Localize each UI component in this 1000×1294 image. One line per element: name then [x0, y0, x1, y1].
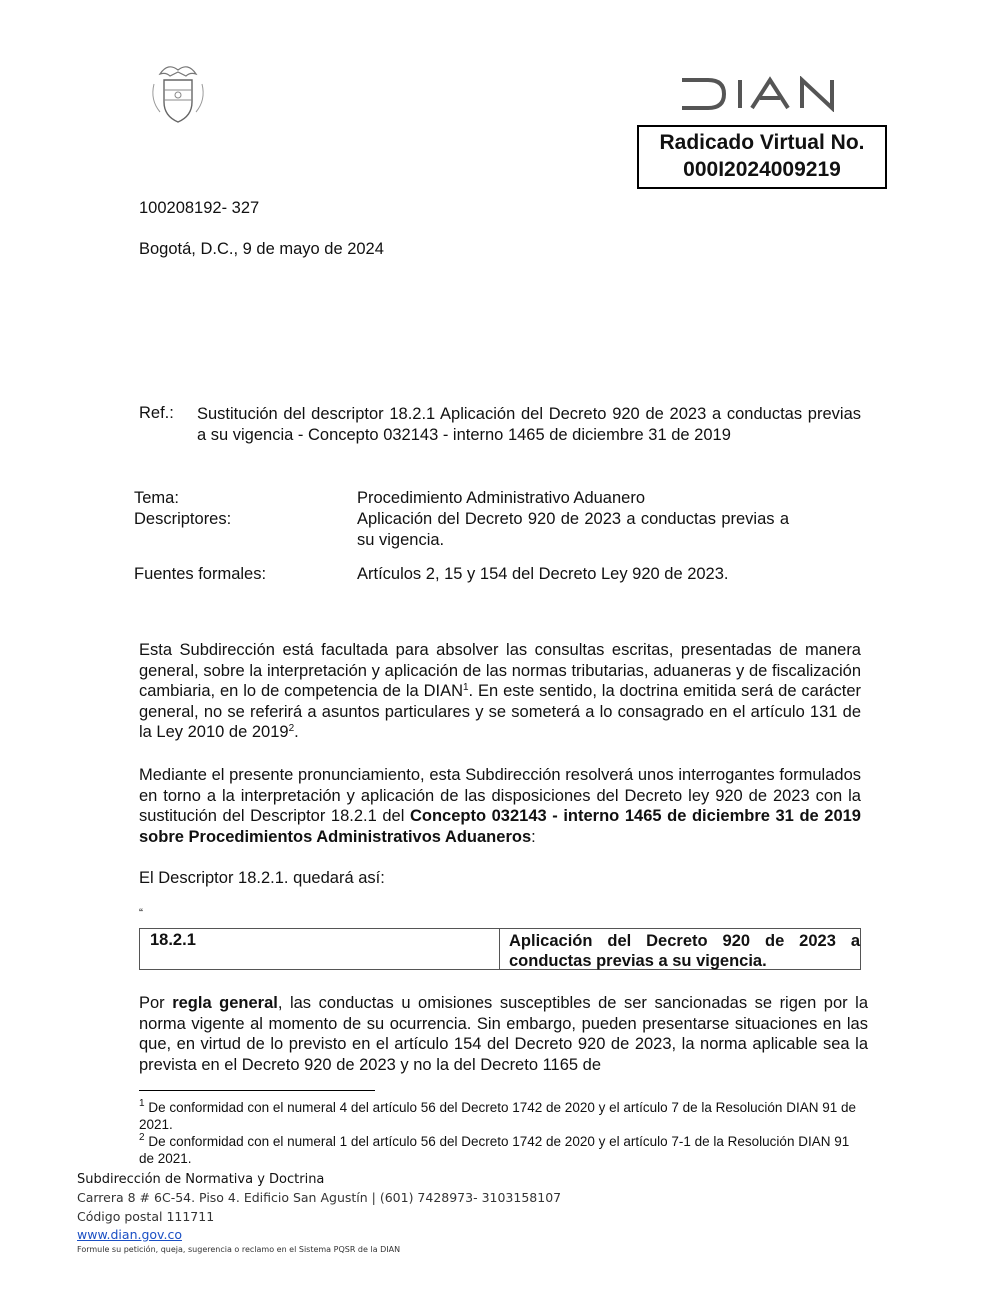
- p4-bold: regla general: [172, 994, 278, 1012]
- footnote-1: [139, 1099, 861, 1133]
- fuentes-value: Artículos 2, 15 y 154 del Decreto Ley 920 de 2023.: [357, 565, 729, 583]
- descriptor-intro: El Descriptor 18.2.1. quedará así:: [139, 869, 385, 887]
- opening-quote: “: [139, 906, 143, 920]
- footer-address: Carrera 8 # 6C-54. Piso 4. Edificio San Agustín | (601) 7428973- 3103158107: [77, 1190, 562, 1205]
- colombia-coat-of-arms-icon: [146, 60, 210, 126]
- descriptores-value: Aplicación del Decreto 920 de 2023 a conductas previas a su vigencia.: [357, 510, 789, 549]
- footnote-2: [139, 1133, 861, 1167]
- tema-label: Tema:: [134, 489, 179, 507]
- tema-value: Procedimiento Administrativo Aduanero: [357, 489, 645, 507]
- p4-text-b: , las conductas u omisiones susceptibles de ser sancionadas se rigen por la norma vigente al momento de su ocurrencia. Sin embargo, pueden presentarse situaciones en las que, en virtud de lo previsto en el artículo 154 del Decreto 920 de 2023, la norma aplicable sea la prevista en el Decreto 920 de 2023 y no la del Decreto 1165 de: [139, 994, 868, 1074]
- fuentes-label: Fuentes formales:: [134, 565, 267, 583]
- descriptor-title: Aplicación del Decreto 920 de 2023 a conductas previas a su vigencia.: [509, 932, 860, 970]
- footnote-2-text: De conformidad con el numeral 1 del artículo 56 del Decreto 1742 de 2020 y el artículo 7-1 de la Resolución DIAN 91 de 2021.: [139, 1134, 850, 1166]
- p1-text-c: .: [294, 723, 299, 741]
- footnote-2-mark: 2: [139, 1132, 145, 1143]
- descriptores-label: Descriptores:: [134, 510, 232, 528]
- ref-label: Ref.:: [139, 404, 174, 422]
- footnote-separator: [139, 1090, 375, 1091]
- footnote-1-text: De conformidad con el numeral 4 del artículo 56 del Decreto 1742 de 2020 y el artículo 7 de la Resolución DIAN 91 de 2021.: [139, 1100, 856, 1132]
- footnote-1-mark: 1: [139, 1098, 145, 1109]
- p2-text-a: Mediante el presente pronunciamiento, esta Subdirección resolverá unos interrogantes formulados en torno a la interpretación y aplicación de las disposiciones del Decreto ley 920 de 2023 con la sustitución del Descriptor 18.2.1 del: [139, 766, 861, 825]
- ref-text: Sustitución del descriptor 18.2.1 Aplicación del Decreto 920 de 2023 a conductas previas a su vigencia - Concepto 032143 - interno 1465 de diciembre 31 de 2019: [197, 405, 861, 444]
- descriptor-number: 18.2.1: [140, 929, 500, 969]
- dian-logo: [680, 76, 860, 112]
- footer-note: Formule su petición, queja, sugerencia o reclamo en el Sistema PQSR de la DIAN: [77, 1245, 401, 1254]
- p1-text-a: Esta Subdirección está facultada para absolver las consultas escritas, presentadas de manera general, sobre la interpretación y aplicación de las normas tributarias, aduaneras y de fiscalización cambiaria, en lo de competencia de la DIAN: [139, 641, 861, 700]
- footnote-ref-1: 1: [462, 682, 469, 693]
- footer-postal: Código postal 111711: [77, 1209, 215, 1224]
- paragraph-pronouncement: [139, 765, 861, 847]
- paragraph-general-rule: [139, 993, 868, 1075]
- document-number: 100208192- 327: [139, 199, 260, 217]
- p1-text-b: . En este sentido, la doctrina emitida será de carácter general, no se referirá a asuntos particulares y se someterá a lo consagrado en el artículo 131 de la Ley 2010 de 2019: [139, 682, 861, 741]
- footer-website-link[interactable]: www.dian.gov.co: [77, 1227, 182, 1242]
- descriptor-table: [139, 928, 861, 970]
- p2-concept-bold: Concepto 032143 - interno 1465 de diciembre 31 de 2019 sobre Procedimientos Administrativos Aduaneros: [139, 807, 861, 846]
- footnote-ref-2: 2: [288, 723, 295, 734]
- radicado-box: [637, 125, 887, 189]
- p2-text-c: :: [531, 827, 536, 846]
- paragraph-competence: [139, 640, 861, 743]
- radicado-number: 000I2024009219: [683, 158, 841, 181]
- p4-text-a: Por: [139, 994, 173, 1012]
- footer-office: Subdirección de Normativa y Doctrina: [77, 1172, 325, 1187]
- radicado-label: Radicado Virtual No.: [659, 131, 865, 154]
- place-date: Bogotá, D.C., 9 de mayo de 2024: [139, 240, 384, 258]
